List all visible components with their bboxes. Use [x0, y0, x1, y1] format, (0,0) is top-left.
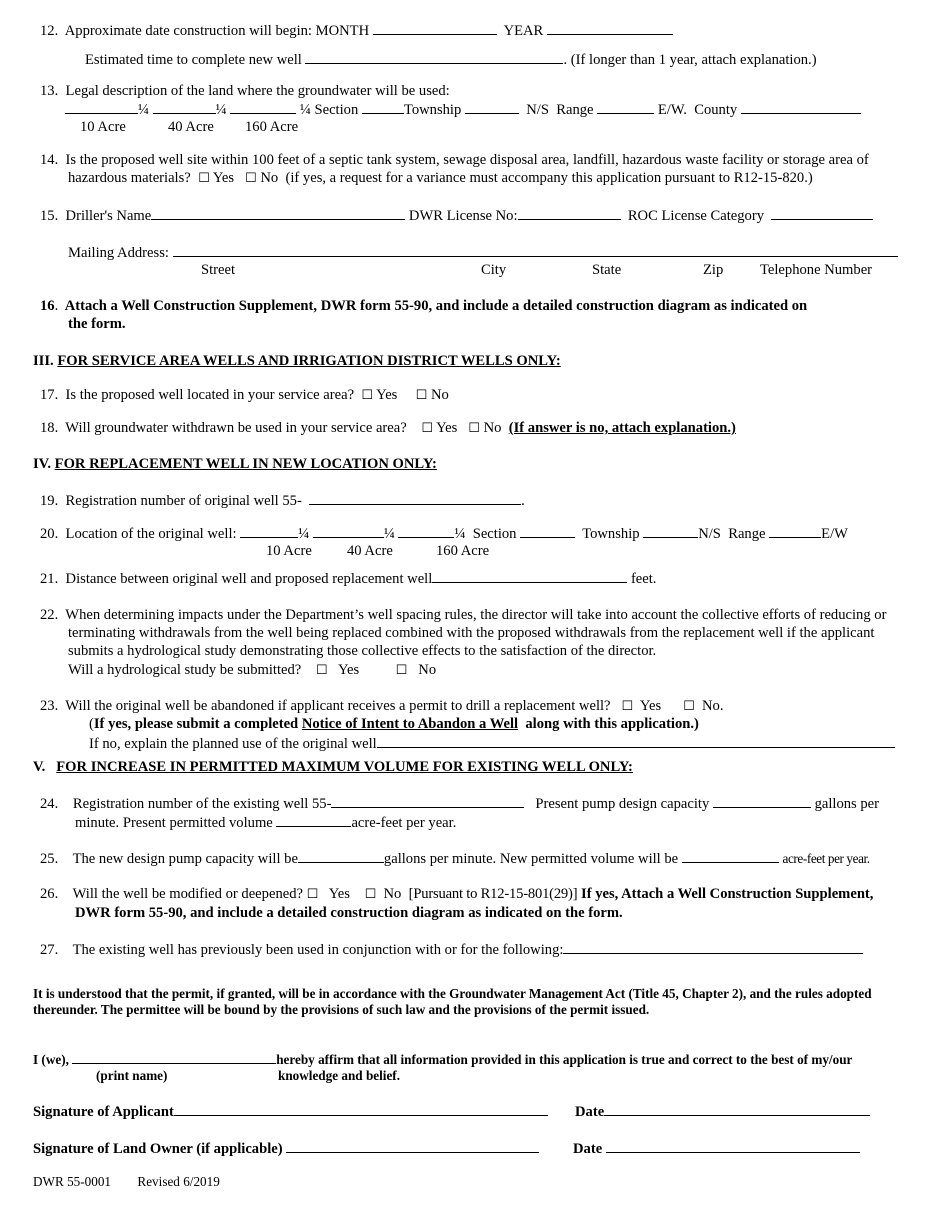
- q27-label: The existing well has previously been used in conjunction with or for the following:: [72, 942, 564, 958]
- q17-yes-label: Yes: [376, 387, 398, 403]
- q14-yes-checkbox[interactable]: ☐: [198, 171, 210, 186]
- q15-row: [40, 206, 873, 225]
- quarter-label: ¼: [383, 526, 395, 542]
- affirm-text1: hereby affirm that all information provided in this application is true and correct to the best of my/our: [276, 1052, 853, 1067]
- q20-ns-label: N/S: [698, 526, 721, 542]
- statement-line1: It is understood that the permit, if granted, will be in accordance with the Groundwater Management Act (Title 45, Chapter 2), and the rules adopted: [33, 986, 872, 1001]
- estimate-note: . (If longer than 1 year, attach explanation.): [563, 52, 817, 68]
- city-caption: City: [481, 262, 507, 278]
- notice-of-intent-link[interactable]: Notice of Intent to Abandon a Well: [301, 716, 519, 732]
- owner-date-row: [573, 1139, 860, 1158]
- q23-explain-label: If no, explain the planned use of the original well: [89, 736, 377, 752]
- q26-no-label: No: [383, 886, 402, 902]
- q20-label: Location of the original well:: [65, 526, 237, 542]
- owner-signature-row: [33, 1139, 539, 1158]
- q14-line2a: hazardous materials?: [68, 170, 191, 186]
- previous-use-field[interactable]: [563, 940, 863, 954]
- q13-township-field[interactable]: [465, 100, 519, 114]
- q21-unit: feet.: [630, 571, 657, 587]
- q20-acre-10-caption: 10 Acre: [266, 543, 312, 559]
- q18-yes-checkbox[interactable]: ☐: [421, 421, 433, 436]
- distance-field[interactable]: [432, 569, 627, 583]
- q27-row: [40, 940, 863, 959]
- q13-county-field[interactable]: [741, 100, 861, 114]
- section-3-roman: III.: [33, 353, 54, 369]
- q12-label: Approximate date construction will begin: MONTH: [64, 23, 370, 39]
- q22-number: 22.: [40, 607, 59, 623]
- original-well-use-field[interactable]: [377, 734, 895, 748]
- q23-no-checkbox[interactable]: ☐: [683, 699, 695, 714]
- driller-name-field[interactable]: [151, 206, 405, 220]
- q21-row: [40, 569, 656, 588]
- q14-line2b: (if yes, a request for a variance must accompany this application pursuant to R12-15-820.): [285, 170, 813, 186]
- q26-yes-checkbox[interactable]: ☐: [306, 887, 319, 902]
- acre-40-caption: 40 Acre: [168, 119, 214, 135]
- q24-label: Registration number of the existing well 55-: [72, 796, 332, 812]
- q18-row: [40, 419, 736, 438]
- acre-10-caption: 10 Acre: [80, 119, 126, 135]
- q26-yes-label: Yes: [328, 886, 350, 902]
- q22-no-checkbox[interactable]: ☐: [395, 663, 408, 678]
- q23-number: 23.: [40, 698, 59, 714]
- q22-line3: submits a hydrological study demonstrating those collective effects to the satisfaction of the director.: [68, 643, 657, 659]
- q20-number: 20.: [40, 526, 59, 542]
- county-label: County: [694, 102, 738, 118]
- month-field[interactable]: [373, 21, 497, 35]
- q23-note-a: If yes, please submit a completed: [93, 716, 299, 732]
- q14-number: 14.: [40, 152, 59, 168]
- q17-no-label: No: [430, 387, 449, 403]
- quarter-label: ¼: [138, 102, 149, 118]
- applicant-date-row: [575, 1102, 870, 1121]
- q21-label: Distance between original well and proposed replacement well: [65, 571, 433, 587]
- q13-label: Legal description of the land where the groundwater will be used:: [65, 83, 450, 99]
- q24-number: 24.: [40, 796, 59, 812]
- q25-gpm-label: gallons per minute. New permitted volume will be: [383, 851, 679, 867]
- q24-row: [40, 794, 879, 813]
- q24-line2b: acre-feet per year.: [351, 815, 457, 831]
- affirm-iwe: I (we),: [33, 1052, 69, 1067]
- q20-acre-40-caption: 40 Acre: [347, 543, 393, 559]
- q22-row: [40, 606, 886, 624]
- q26-number: 26.: [40, 886, 59, 902]
- applicant-date-label: Date: [575, 1104, 605, 1120]
- q22-line2: terminating withdrawals from the well being replaced combined with the proposed withdrawals from the replacement well if the applicant: [68, 625, 875, 641]
- q14-no-checkbox[interactable]: ☐: [245, 171, 257, 186]
- q23-no-label: No.: [702, 698, 724, 714]
- new-pump-capacity-field[interactable]: [298, 849, 384, 863]
- section-3-heading: [33, 352, 561, 370]
- q25-label: The new design pump capacity will be: [72, 851, 298, 867]
- q18-no-label: No: [483, 420, 502, 436]
- applicant-signature-row: [33, 1102, 548, 1121]
- state-caption: State: [592, 262, 622, 278]
- q22-yes-checkbox[interactable]: ☐: [315, 663, 328, 678]
- existing-well-number-field[interactable]: [331, 794, 524, 808]
- mailing-address-field[interactable]: [173, 243, 898, 257]
- q14-yes-label: Yes: [212, 170, 235, 186]
- print-name-field[interactable]: [72, 1050, 276, 1064]
- q24-row2: [75, 813, 456, 832]
- q18-number: 18.: [40, 420, 59, 436]
- q18-no-checkbox[interactable]: ☐: [468, 421, 480, 436]
- section-4-title: FOR REPLACEMENT WELL IN NEW LOCATION ONLY:: [54, 456, 437, 472]
- dwr-license-field[interactable]: [518, 206, 621, 220]
- q20-township-field[interactable]: [643, 524, 698, 538]
- dwr-license-label: DWR License No:: [408, 208, 518, 224]
- section-4-roman: IV.: [33, 456, 51, 472]
- q17-no-checkbox[interactable]: ☐: [415, 388, 428, 403]
- q14-line1: Is the proposed well site within 100 feet of a septic tank system, sewage disposal area, landfill, hazardous waste facility or storage area of: [65, 152, 869, 168]
- revised-date: Revised 6/2019: [137, 1174, 220, 1189]
- q12-number: 12.: [40, 23, 59, 39]
- phone-caption: Telephone Number: [760, 262, 873, 278]
- q23-yes-label: Yes: [639, 698, 662, 714]
- q13-legal-row: [65, 100, 861, 119]
- quarter-label: ¼: [299, 102, 311, 118]
- section-5-roman: V.: [33, 759, 46, 775]
- q24-line2a: minute. Present permitted volume: [75, 815, 273, 831]
- q25-row: [40, 849, 870, 868]
- section-3-title: FOR SERVICE AREA WELLS AND IRRIGATION DISTRICT WELLS ONLY:: [57, 353, 561, 369]
- q16-number: 16: [40, 298, 55, 314]
- new-permitted-volume-field[interactable]: [682, 849, 779, 863]
- q20-ew-label: E/W: [821, 526, 848, 542]
- q26-row: [40, 885, 873, 904]
- q18-note: (If answer is no, attach explanation.): [508, 420, 736, 436]
- year-field[interactable]: [547, 21, 673, 35]
- estimate-field[interactable]: [305, 50, 563, 64]
- q19-number: 19.: [40, 493, 59, 509]
- q25-number: 25.: [40, 851, 59, 867]
- roc-field[interactable]: [771, 206, 873, 220]
- q20-range-label: Range: [728, 526, 766, 542]
- q20-160acre-field[interactable]: [398, 524, 454, 538]
- q21-number: 21.: [40, 571, 59, 587]
- range-label: Range: [556, 102, 594, 118]
- q22-yes-label: Yes: [337, 662, 360, 678]
- permitted-volume-field[interactable]: [276, 813, 351, 827]
- form-number: DWR 55-0001: [33, 1174, 112, 1189]
- q22-no-label: No: [418, 662, 437, 678]
- q13-number: 13.: [40, 83, 59, 99]
- q19-row: [40, 491, 525, 510]
- q20-acre-160-caption: 160 Acre: [436, 543, 490, 559]
- quarter-label: ¼: [215, 102, 227, 118]
- q23-explain-row: [89, 734, 895, 753]
- q17-number: 17.: [40, 387, 59, 403]
- q26-no-checkbox[interactable]: ☐: [364, 887, 377, 902]
- q18-label: Will groundwater withdrawn be used in your service area?: [65, 420, 407, 436]
- q20-row: [40, 524, 848, 543]
- q20-range-field[interactable]: [769, 524, 821, 538]
- q13-range-field[interactable]: [597, 100, 654, 114]
- section-5-title: FOR INCREASE IN PERMITTED MAXIMUM VOLUME FOR EXISTING WELL ONLY:: [56, 759, 633, 775]
- q27-number: 27.: [40, 942, 59, 958]
- pump-capacity-field[interactable]: [713, 794, 811, 808]
- mailing-row: [68, 243, 898, 262]
- q23-label: Will the original well be abandoned if applicant receives a permit to drill a replacement well?: [65, 698, 611, 714]
- affirm-text2: knowledge and belief.: [278, 1068, 400, 1083]
- acre-160-caption: 160 Acre: [245, 119, 299, 135]
- q23-note-b: along with this application.): [525, 716, 699, 732]
- q12-estimate-row: [85, 50, 817, 69]
- q24-gpm-label: gallons per: [814, 796, 880, 812]
- year-label: YEAR: [503, 23, 544, 39]
- q14-row: [40, 151, 869, 169]
- q26-label: Will the well be modified or deepened?: [72, 886, 303, 902]
- owner-signature-field[interactable]: [286, 1139, 539, 1153]
- section-label: Section: [314, 102, 359, 118]
- section-4-heading: [33, 455, 437, 473]
- zip-caption: Zip: [703, 262, 724, 278]
- street-caption: Street: [201, 262, 236, 278]
- q13-row: [40, 82, 450, 100]
- q16-line2: the form.: [68, 316, 126, 332]
- q20-township-label: Township: [582, 526, 640, 542]
- q26-bold1: If yes, Attach a Well Construction Supplement,: [581, 886, 874, 902]
- q23-yes-checkbox[interactable]: ☐: [621, 699, 634, 714]
- q14-row2: [68, 169, 813, 188]
- section-5-heading: [33, 758, 633, 776]
- q26-reference: [Pursuant to R12-15-801(29)]: [408, 886, 578, 902]
- q18-yes-label: Yes: [436, 420, 458, 436]
- q20-40acre-field[interactable]: [313, 524, 384, 538]
- q19-label: Registration number of original well 55-: [65, 493, 302, 509]
- footer: [33, 1173, 220, 1191]
- quarter-label: ¼: [298, 526, 310, 542]
- owner-date-label: Date: [573, 1141, 603, 1157]
- q20-10acre-field[interactable]: [240, 524, 298, 538]
- q22-line4: Will a hydrological study be submitted?: [68, 662, 302, 678]
- township-label: Township: [403, 102, 462, 118]
- q25-unit: acre-feet per year.: [782, 851, 870, 866]
- roc-label: ROC License Category: [627, 208, 765, 224]
- q20-section-label: Section: [472, 526, 517, 542]
- applicant-date-field[interactable]: [604, 1102, 870, 1116]
- ew-label: E/W.: [657, 102, 687, 118]
- driller-label: Driller's Name: [65, 208, 152, 224]
- q23-row: [40, 697, 724, 716]
- q13-section-field[interactable]: [362, 100, 404, 114]
- q26-bold2: DWR form 55-90, and include a detailed construction diagram as indicated on the form.: [75, 905, 623, 921]
- q16-line1: Attach a Well Construction Supplement, DWR form 55-90, and include a detailed construction diagram as indicated on: [64, 298, 808, 314]
- statement-line2: thereunder. The permittee will be bound by the provisions of such law and the provisions of the permit issued.: [33, 1002, 650, 1017]
- pump-capacity-label: Present pump design capacity: [535, 796, 710, 812]
- q17-row: [40, 386, 449, 405]
- q20-section-field[interactable]: [520, 524, 575, 538]
- q23-note-row: [89, 715, 699, 733]
- q22-line1: When determining impacts under the Department’s well spacing rules, the director will take into account the collective efforts of reducing or: [65, 607, 887, 623]
- q17-label: Is the proposed well located in your service area?: [65, 387, 355, 403]
- owner-signature-label: Signature of Land Owner (if applicable): [33, 1141, 283, 1157]
- quarter-label: ¼: [454, 526, 466, 542]
- q13-160acre-field[interactable]: [230, 100, 296, 114]
- owner-date-field[interactable]: [606, 1139, 860, 1153]
- q22-row4: [68, 661, 436, 680]
- q16-row: 16. Attach a Well Construction Supplement, DWR form 55-90, and include a detailed construction diagram as indicated on: [40, 298, 808, 314]
- q19-period: .: [521, 493, 525, 509]
- original-well-number-field[interactable]: [309, 491, 521, 505]
- mailing-label: Mailing Address:: [68, 245, 169, 261]
- applicant-signature-field[interactable]: [174, 1102, 548, 1116]
- q15-number: 15.: [40, 208, 59, 224]
- estimate-label: Estimated time to complete new well: [85, 52, 302, 68]
- q23-paren: (: [89, 716, 94, 732]
- q12-row: [40, 21, 673, 40]
- q14-no-label: No: [260, 170, 279, 186]
- applicant-signature-label: Signature of Applicant: [33, 1104, 174, 1120]
- q13-10acre-field[interactable]: [65, 100, 138, 114]
- q13-40acre-field[interactable]: [153, 100, 216, 114]
- q17-yes-checkbox[interactable]: ☐: [361, 388, 374, 403]
- ns-label: N/S: [526, 102, 549, 118]
- print-name-caption: (print name): [96, 1068, 168, 1083]
